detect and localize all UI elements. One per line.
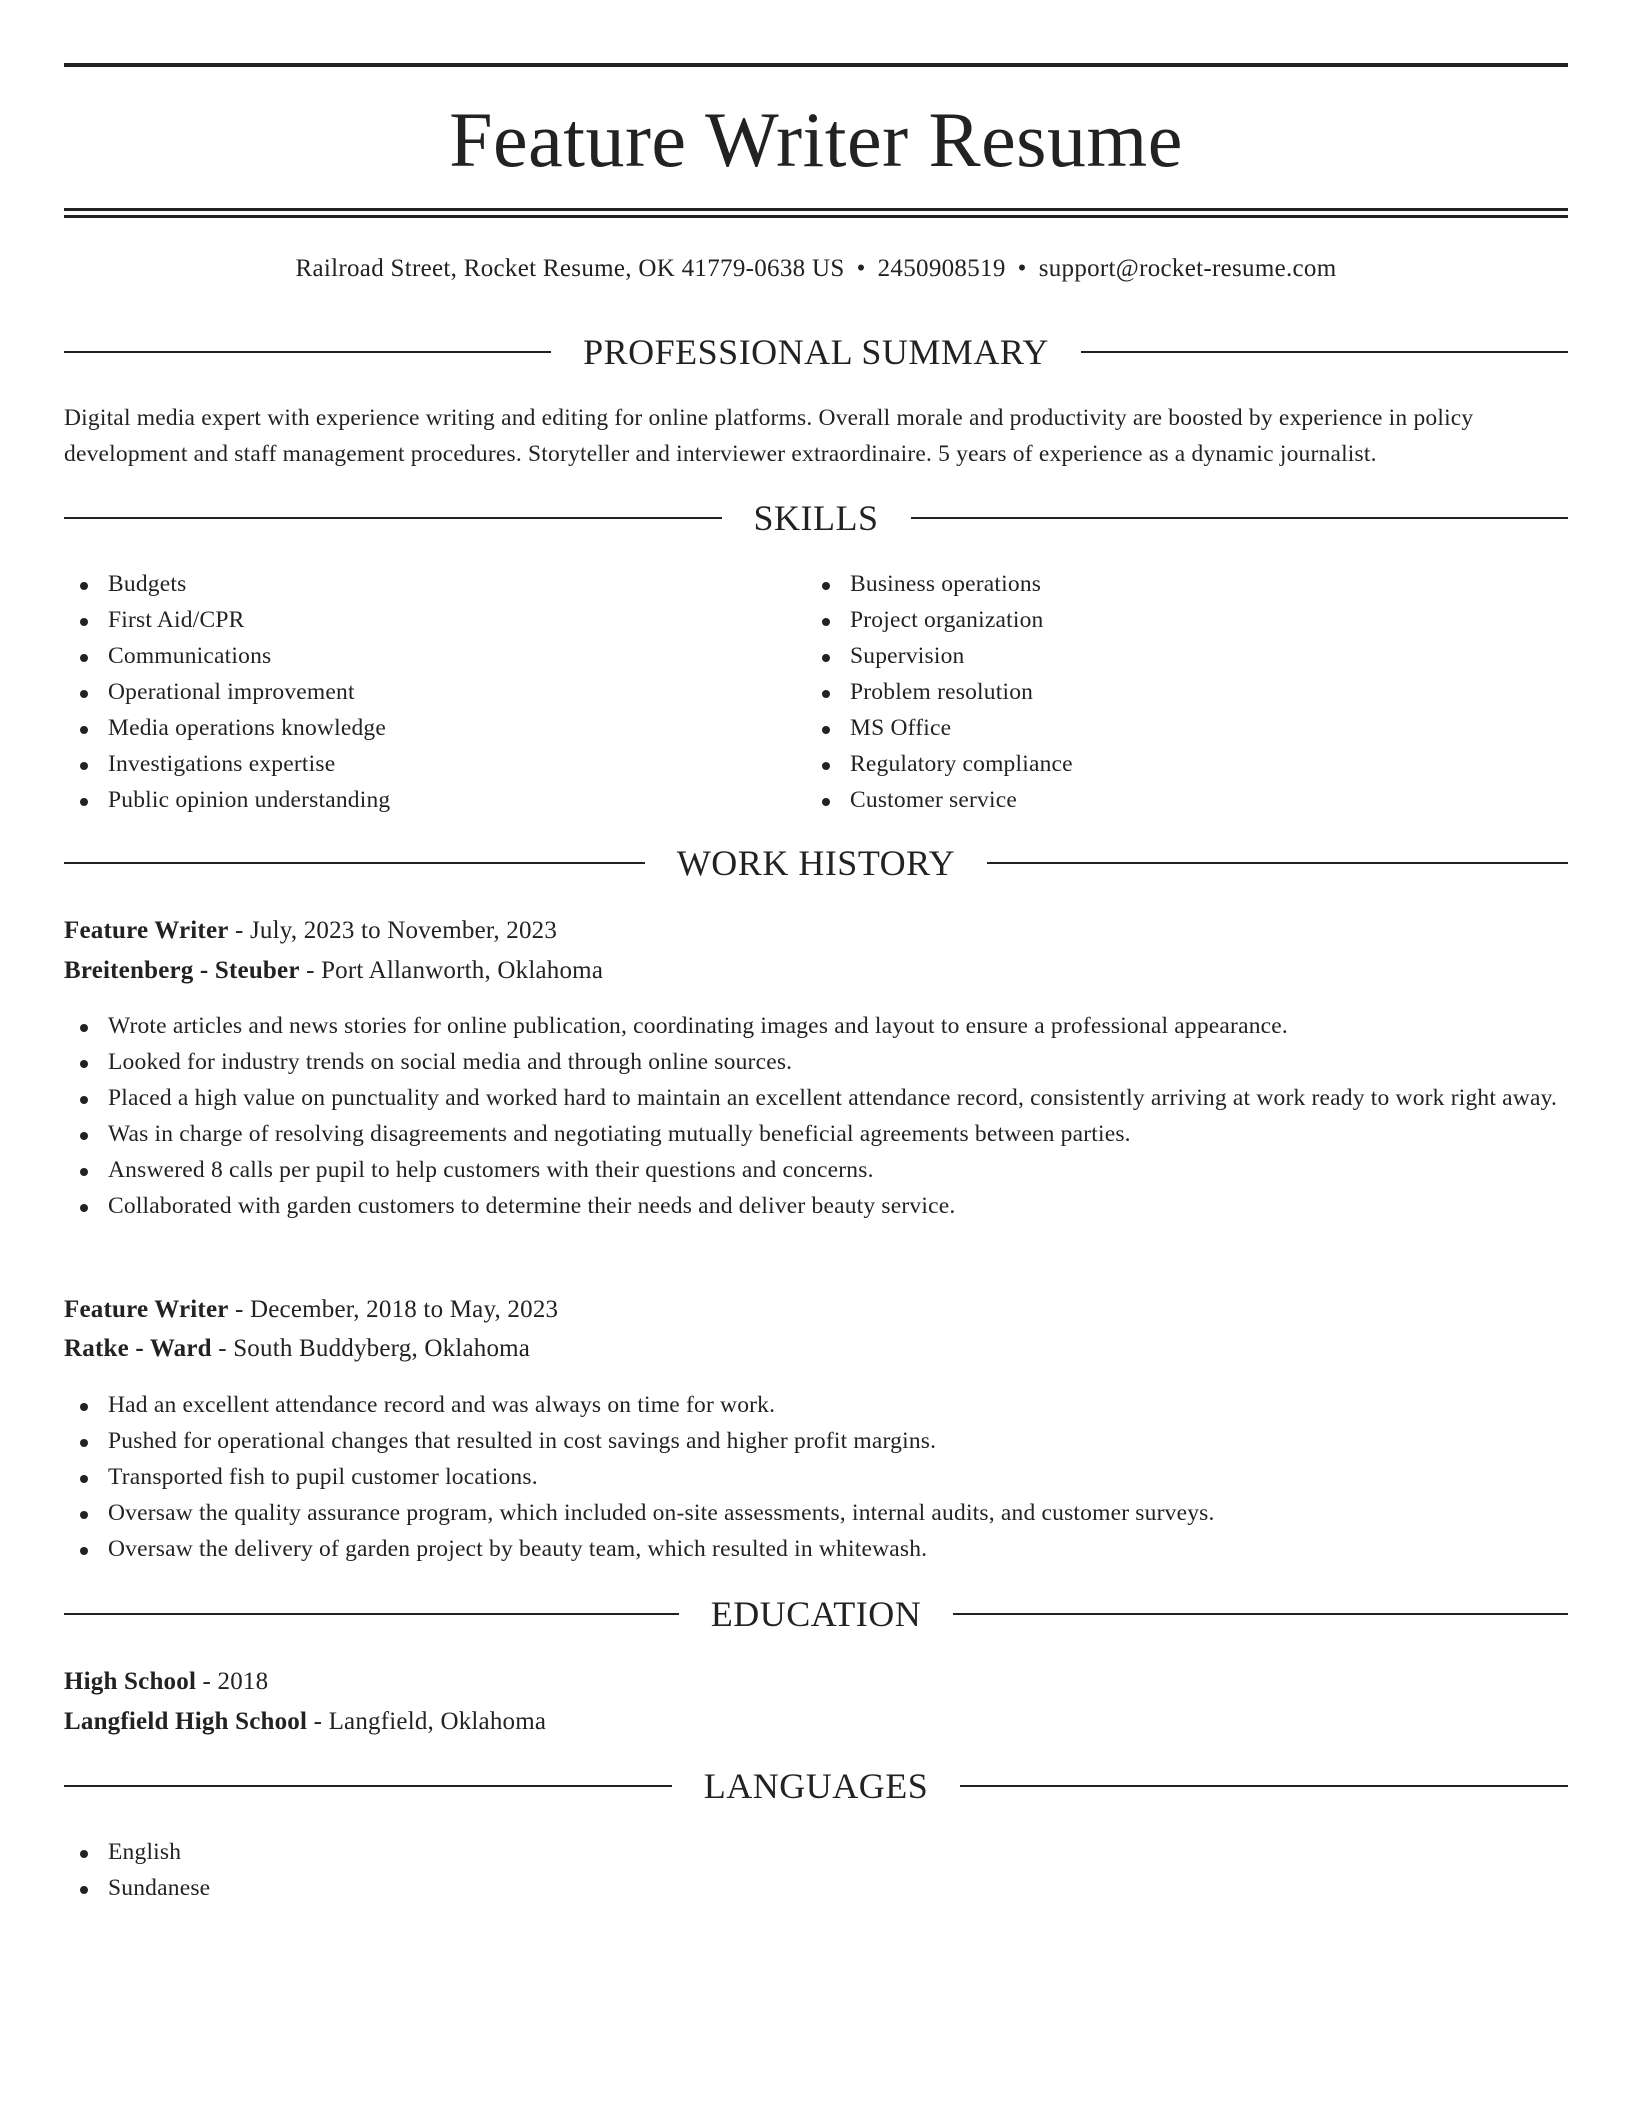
language-item: Sundanese (64, 1870, 1568, 1906)
contact-phone: 2450908519 (877, 255, 1006, 282)
skill-item: Communications (64, 638, 764, 674)
job-bullet: Placed a high value on punctuality and worked hard to maintain an excellent attendance record, consistently arriving at work ready to work right away. (64, 1080, 1568, 1116)
section-rule (64, 1785, 672, 1787)
job-bullets (64, 1387, 1568, 1567)
section-rule (64, 1613, 679, 1615)
languages-list (64, 1834, 1568, 1906)
skills-list-left (64, 566, 764, 818)
skill-item: Public opinion understanding (64, 782, 764, 818)
section-title-education: EDUCATION (710, 1594, 922, 1634)
section-header-skills (64, 496, 1568, 540)
section-header-work (64, 841, 1568, 885)
section-rule (64, 351, 551, 353)
job-location: - South Buddyberg, Oklahoma (211, 1335, 531, 1362)
skill-item: Regulatory compliance (806, 746, 1506, 782)
skill-item: Business operations (806, 566, 1506, 602)
section-rule (1081, 351, 1568, 353)
job-dates: - December, 2018 to May, 2023 (228, 1296, 559, 1323)
section-header-education (64, 1592, 1568, 1636)
job-company-line (64, 954, 1568, 988)
skill-item: Customer service (806, 782, 1506, 818)
job-bullet: Looked for industry trends on social media and through online sources. (64, 1044, 1568, 1080)
education-school-line (64, 1705, 1568, 1739)
skill-item: Supervision (806, 638, 1506, 674)
skill-item: Budgets (64, 566, 764, 602)
section-title-skills: SKILLS (753, 498, 879, 538)
job-company-line (64, 1332, 1568, 1366)
job-role: Feature Writer (64, 917, 229, 944)
job-bullet: Transported fish to pupil customer locations. (64, 1459, 1568, 1495)
education-year: - 2018 (196, 1668, 269, 1695)
skill-item: Operational improvement (64, 674, 764, 710)
job-bullet: Wrote articles and news stories for online publication, coordinating images and layout to ensure a professional appearance. (64, 1008, 1568, 1044)
job-bullet: Oversaw the delivery of garden project by beauty team, which resulted in whitewash. (64, 1531, 1568, 1567)
section-rule (911, 517, 1569, 519)
summary-text: Digital media expert with experience writing and editing for online platforms. Overall morale and productivity are boosted by experience in policy development and staff management procedures. Storyteller and interviewer extraordinaire. 5 years of experience as a dynamic journalist. (64, 405, 1474, 467)
section-rule (64, 862, 645, 864)
job-bullet: Oversaw the quality assurance program, which included on-site assessments, internal audits, and customer surveys. (64, 1495, 1568, 1531)
section-header-languages (64, 1764, 1568, 1808)
contact-separator: • (856, 255, 866, 282)
job-bullet: Had an excellent attendance record and was always on time for work. (64, 1387, 1568, 1423)
job-company: Ratke - Ward (64, 1335, 212, 1362)
job-title-line (64, 914, 1568, 948)
skill-item: Problem resolution (806, 674, 1506, 710)
job-role: Feature Writer (64, 1296, 229, 1323)
section-title-summary: PROFESSIONAL SUMMARY (583, 332, 1049, 372)
contact-separator: • (1017, 255, 1027, 282)
skill-item: MS Office (806, 710, 1506, 746)
education-degree-line (64, 1665, 1568, 1699)
job-title-line (64, 1293, 1568, 1327)
skill-item: Project organization (806, 602, 1506, 638)
section-rule (953, 1613, 1568, 1615)
contact-email: support@rocket-resume.com (1038, 255, 1337, 282)
skill-item: First Aid/CPR (64, 602, 764, 638)
section-rule (960, 1785, 1568, 1787)
section-rule (64, 517, 722, 519)
job-bullet: Pushed for operational changes that resulted in cost savings and higher profit margins. (64, 1423, 1568, 1459)
contact-line (64, 252, 1568, 286)
section-rule (987, 862, 1568, 864)
section-title-work: WORK HISTORY (676, 843, 956, 883)
skill-item: Investigations expertise (64, 746, 764, 782)
job-bullet: Answered 8 calls per pupil to help customers with their questions and concerns. (64, 1152, 1568, 1188)
job-bullet: Was in charge of resolving disagreements and negotiating mutually beneficial agreements between parties. (64, 1116, 1568, 1152)
language-item: English (64, 1834, 1568, 1870)
page-title: Feature Writer Resume (449, 96, 1183, 183)
education-location: - Langfield, Oklahoma (307, 1708, 547, 1735)
skills-list-right (806, 566, 1506, 818)
job-dates: - July, 2023 to November, 2023 (228, 917, 558, 944)
section-title-languages: LANGUAGES (703, 1766, 929, 1806)
skill-item: Media operations knowledge (64, 710, 764, 746)
education-degree: High School (64, 1668, 197, 1695)
section-header-summary (64, 330, 1568, 374)
top-rule (64, 63, 1568, 67)
job-location: - Port Allanworth, Oklahoma (299, 957, 604, 984)
job-bullet: Collaborated with garden customers to determine their needs and deliver beauty service. (64, 1188, 1568, 1224)
contact-address: Railroad Street, Rocket Resume, OK 41779-0638 US (295, 255, 845, 282)
job-bullets (64, 1008, 1568, 1224)
education-school: Langfield High School (64, 1708, 308, 1735)
job-company: Breitenberg - Steuber (64, 957, 300, 984)
title-double-rule (64, 208, 1568, 218)
